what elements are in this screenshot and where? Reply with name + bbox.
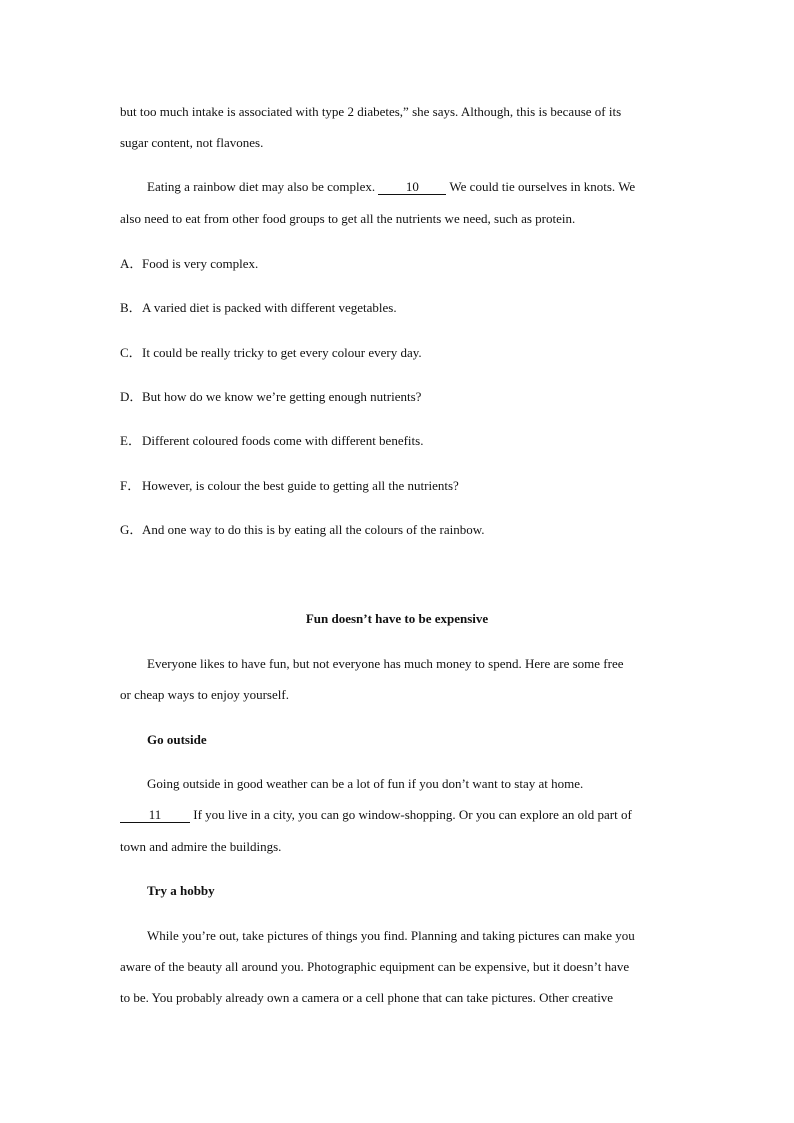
option-b [120, 300, 397, 316]
passage2-text-line: Going outside in good weather can be a lot of fun if you don’t want to stay at home. [147, 776, 584, 791]
option-f [120, 478, 459, 494]
option-text: And one way to do this is by eating all the colours of the rainbow. [142, 522, 485, 537]
paragraph-text: We could tie ourselves in knots. We [449, 179, 636, 194]
section-heading-go-outside: Go outside [147, 732, 207, 747]
option-g [120, 522, 485, 538]
passage2-text-line: aware of the beauty all around you. Photographic equipment can be expensive, but it doesn’t have [120, 959, 630, 974]
paragraph-text: If you live in a city, you can go window-shopping. Or you can explore an old part of [193, 807, 632, 822]
answer-blank-10: 10 [378, 180, 446, 195]
passage1-text-line: sugar content, not flavones. [120, 135, 264, 150]
option-text: Different coloured foods come with different benefits. [142, 433, 424, 448]
passage2-paragraph-with-blank [120, 807, 632, 823]
option-letter: F． [120, 478, 141, 493]
option-letter: D． [120, 389, 143, 404]
passage2-text-line: or cheap ways to enjoy yourself. [120, 687, 289, 702]
option-letter: C． [120, 345, 142, 360]
option-c [120, 345, 422, 361]
passage2-text-line: Everyone likes to have fun, but not everyone has much money to spend. Here are some free [147, 656, 624, 671]
paragraph-text: Eating a rainbow diet may also be complex. [147, 179, 376, 194]
passage1-paragraph-with-blank [147, 179, 635, 195]
passage2-text-line: While you’re out, take pictures of things you find. Planning and taking pictures can make you [147, 928, 635, 943]
option-a [120, 256, 258, 272]
passage2-text-line: town and admire the buildings. [120, 839, 282, 854]
section-heading-try-a-hobby: Try a hobby [147, 883, 215, 898]
option-d [120, 389, 421, 405]
answer-blank-11: 11 [120, 808, 190, 823]
passage1-text-line: but too much intake is associated with type 2 diabetes,” she says. Although, this is because of its [120, 104, 622, 119]
option-text: A varied diet is packed with different vegetables. [142, 300, 397, 315]
option-text: Food is very complex. [142, 256, 259, 271]
passage1-text-line: also need to eat from other food groups to get all the nutrients we need, such as protein. [120, 211, 576, 226]
option-letter: B． [120, 300, 142, 315]
option-letter: E． [120, 433, 141, 448]
option-e [120, 433, 423, 449]
passage2-text-line: to be. You probably already own a camera or a cell phone that can take pictures. Other creative [120, 990, 614, 1005]
option-text: But how do we know we’re getting enough nutrients? [142, 389, 422, 404]
option-text: It could be really tricky to get every colour every day. [142, 345, 422, 360]
passage2-title: Fun doesn’t have to be expensive [305, 611, 489, 626]
option-letter: A． [120, 256, 143, 271]
option-letter: G． [120, 522, 143, 537]
option-text: However, is colour the best guide to getting all the nutrients? [142, 478, 459, 493]
